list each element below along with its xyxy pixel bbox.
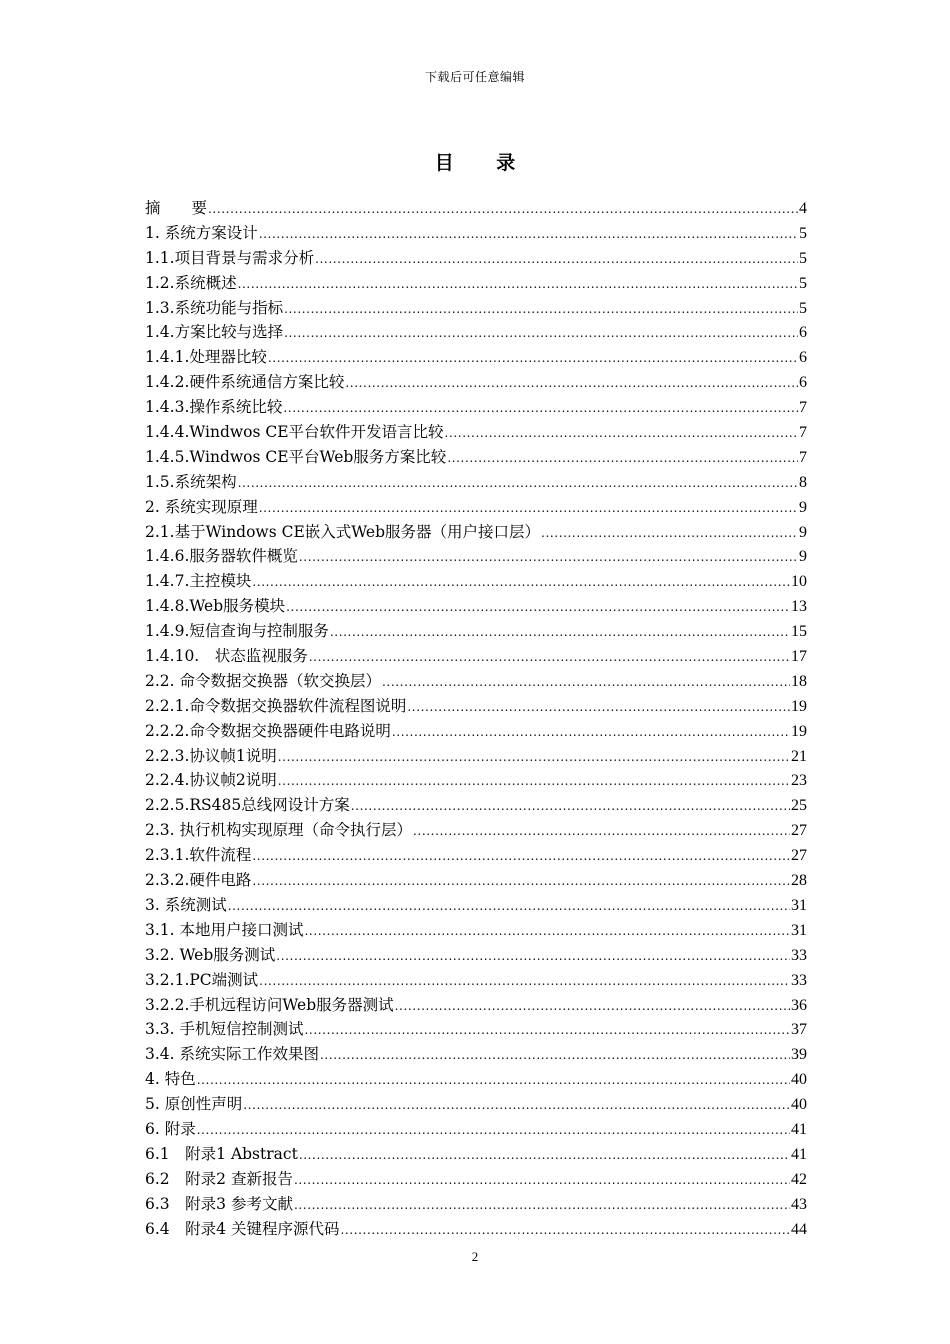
toc-dot-leader bbox=[278, 769, 790, 794]
toc-entry-label: 4. 特色 bbox=[145, 1070, 196, 1089]
toc-entry-page: 6 bbox=[799, 349, 807, 367]
toc-entry-page: 42 bbox=[791, 1170, 807, 1188]
toc-entry-label: 1.4.4.Windwos CE平台软件开发语言比较 bbox=[145, 423, 444, 442]
toc-entry-label: 1.1.项目背景与需求分析 bbox=[145, 248, 315, 267]
toc-entry-label: 2.3. 执行机构实现原理（命令执行层） bbox=[145, 821, 413, 840]
toc-dot-leader bbox=[197, 1118, 790, 1143]
toc-entry-label: 3.3. 手机短信控制测试 bbox=[145, 1020, 304, 1039]
toc-entry[interactable] bbox=[145, 1017, 807, 1042]
toc-entry[interactable] bbox=[145, 221, 807, 246]
toc-dot-leader bbox=[283, 396, 798, 421]
toc-dot-leader bbox=[320, 1043, 790, 1068]
toc-entry[interactable] bbox=[145, 296, 807, 321]
toc-dot-leader bbox=[268, 346, 798, 371]
toc-dot-leader bbox=[299, 545, 798, 570]
toc-entry[interactable] bbox=[145, 1067, 807, 1092]
toc-dot-leader bbox=[259, 496, 798, 521]
toc-dot-leader bbox=[286, 595, 790, 620]
toc-dot-leader bbox=[284, 321, 798, 346]
toc-dot-leader bbox=[330, 620, 790, 645]
toc-entry-page: 36 bbox=[791, 996, 807, 1014]
toc-entry-label: 2.2. 命令数据交换器（软交换层） bbox=[145, 671, 382, 690]
toc-entry-page: 41 bbox=[791, 1145, 807, 1163]
toc-entry-page: 7 bbox=[799, 424, 807, 442]
toc-entry[interactable] bbox=[145, 1167, 807, 1192]
toc-dot-leader bbox=[278, 745, 790, 770]
toc-entry[interactable] bbox=[145, 793, 807, 818]
toc-entry[interactable] bbox=[145, 943, 807, 968]
toc-entry-label: 1.4.1.处理器比较 bbox=[145, 348, 267, 367]
toc-entry[interactable] bbox=[145, 619, 807, 644]
toc-dot-leader bbox=[305, 1018, 790, 1043]
toc-entry[interactable] bbox=[145, 470, 807, 495]
toc-entry-label: 1.4.方案比较与选择 bbox=[145, 323, 284, 342]
toc-dot-leader bbox=[299, 1143, 790, 1168]
toc-entry-label: 1.4.7.主控模块 bbox=[145, 572, 252, 591]
toc-entry-page: 5 bbox=[799, 224, 807, 242]
toc-entry-label: 2.2.5.RS485总线网设计方案 bbox=[145, 796, 350, 815]
toc-entry[interactable] bbox=[145, 744, 807, 769]
toc-entry-label: 1.4.8.Web服务模块 bbox=[145, 597, 286, 616]
toc-dot-leader bbox=[309, 645, 790, 670]
toc-entry[interactable] bbox=[145, 1192, 807, 1217]
toc-entry[interactable] bbox=[145, 918, 807, 943]
toc-entry-page: 40 bbox=[791, 1096, 807, 1114]
toc-entry-page: 44 bbox=[791, 1220, 807, 1238]
toc-entry[interactable] bbox=[145, 1217, 807, 1242]
toc-dot-leader bbox=[276, 944, 790, 969]
toc-entry-page: 40 bbox=[791, 1071, 807, 1089]
toc-entry-page: 39 bbox=[791, 1046, 807, 1064]
toc-entry[interactable] bbox=[145, 644, 807, 669]
toc-entry-page: 5 bbox=[799, 249, 807, 267]
toc-entry-label: 3.2.2.手机远程访问Web服务器测试 bbox=[145, 995, 394, 1014]
toc-entry[interactable] bbox=[145, 768, 807, 793]
toc-dot-leader bbox=[294, 1193, 790, 1218]
toc-entry-label: 1. 系统方案设计 bbox=[145, 223, 258, 242]
toc-dot-leader bbox=[197, 1068, 790, 1093]
toc-dot-leader bbox=[382, 670, 790, 695]
toc-entry-label: 6.2 附录2 查新报告 bbox=[145, 1169, 293, 1188]
toc-entry-page: 9 bbox=[799, 498, 807, 516]
toc-dot-leader bbox=[284, 297, 798, 322]
toc-entry[interactable] bbox=[145, 993, 807, 1018]
toc-dot-leader bbox=[351, 794, 790, 819]
toc-dot-leader bbox=[340, 1218, 790, 1243]
toc-entry-label: 3.2. Web服务测试 bbox=[145, 945, 276, 964]
toc-entry-label: 2.2.1.命令数据交换器软件流程图说明 bbox=[145, 696, 407, 715]
toc-entry-label: 2.3.2.硬件电路 bbox=[145, 871, 252, 890]
toc-entry-label: 3. 系统测试 bbox=[145, 895, 227, 914]
toc-entry[interactable] bbox=[145, 843, 807, 868]
toc-entry-page: 17 bbox=[791, 648, 807, 666]
toc-dot-leader bbox=[259, 222, 798, 247]
toc-entry-page: 4 bbox=[799, 200, 807, 217]
toc-entry-page: 43 bbox=[791, 1195, 807, 1213]
toc-dot-leader bbox=[392, 720, 790, 745]
toc-entry-label: 6.1 附录1 Abstract bbox=[145, 1144, 298, 1163]
toc-entry-label: 1.5.系统架构 bbox=[145, 472, 237, 491]
toc-dot-leader bbox=[407, 695, 790, 720]
toc-dot-leader bbox=[541, 521, 798, 546]
toc-entry-page: 37 bbox=[791, 1021, 807, 1039]
toc-entry-page: 7 bbox=[799, 448, 807, 466]
toc-entry-page: 27 bbox=[791, 822, 807, 840]
toc-entry-label: 5. 原创性声明 bbox=[145, 1095, 243, 1114]
toc-entry-label: 2.1.基于Windows CE嵌入式Web服务器（用户接口层） bbox=[145, 522, 541, 541]
toc-entry-page: 6 bbox=[799, 374, 807, 392]
toc-entry[interactable] bbox=[145, 868, 807, 893]
toc-entry[interactable] bbox=[145, 1117, 807, 1142]
toc-entry-page: 19 bbox=[791, 697, 807, 715]
toc-entry[interactable] bbox=[145, 320, 807, 345]
toc-entry-page: 13 bbox=[791, 598, 807, 616]
toc-entry-page: 27 bbox=[791, 847, 807, 865]
toc-entry[interactable] bbox=[145, 370, 807, 395]
toc-entry-label: 6.3 附录3 参考文献 bbox=[145, 1194, 293, 1213]
toc-dot-leader bbox=[345, 371, 798, 396]
toc-entry[interactable] bbox=[145, 719, 807, 744]
toc-entry-label: 摘 要 bbox=[145, 199, 208, 217]
toc-entry[interactable] bbox=[145, 569, 807, 594]
toc-entry-page: 10 bbox=[791, 573, 807, 591]
toc-entry[interactable] bbox=[145, 1092, 807, 1117]
toc-entry-label: 1.4.3.操作系统比较 bbox=[145, 398, 283, 417]
toc-entry-label: 1.4.5.Windwos CE平台Web服务方案比较 bbox=[145, 447, 447, 466]
toc-dot-leader bbox=[238, 471, 798, 496]
toc-entry-label: 3.1. 本地用户接口测试 bbox=[145, 920, 304, 939]
toc-entry-label: 1.3.系统功能与指标 bbox=[145, 298, 284, 317]
toc-entry[interactable] bbox=[145, 395, 807, 420]
toc-entry-page: 31 bbox=[791, 921, 807, 939]
toc-dot-leader bbox=[243, 1093, 790, 1118]
toc-dot-leader bbox=[252, 570, 790, 595]
toc-entry[interactable] bbox=[145, 495, 807, 520]
toc-dot-leader bbox=[228, 894, 790, 919]
toc-entry[interactable] bbox=[145, 1142, 807, 1167]
toc-entry-page: 21 bbox=[791, 747, 807, 765]
toc-entry[interactable] bbox=[145, 196, 807, 221]
toc-entry-page: 31 bbox=[791, 896, 807, 914]
toc-entry-label: 1.4.10. 状态监视服务 bbox=[145, 647, 308, 666]
toc-title: 目 录 bbox=[434, 152, 516, 174]
toc-entry-page: 33 bbox=[791, 946, 807, 964]
toc-dot-leader bbox=[238, 272, 798, 297]
toc-entry[interactable] bbox=[145, 669, 807, 694]
toc-entry-label: 3.2.1.PC端测试 bbox=[145, 970, 259, 989]
toc-entry-page: 5 bbox=[799, 299, 807, 317]
toc-entry-page: 9 bbox=[799, 523, 807, 541]
toc-entry-page: 9 bbox=[799, 548, 807, 566]
toc-entry-label: 2.2.3.协议帧1说明 bbox=[145, 746, 277, 765]
toc-entry[interactable] bbox=[145, 968, 807, 993]
toc-entry-label: 1.4.6.服务器软件概览 bbox=[145, 547, 298, 566]
toc-dot-leader bbox=[208, 197, 798, 222]
toc-dot-leader bbox=[305, 919, 790, 944]
toc-entry[interactable] bbox=[145, 445, 807, 470]
toc-dot-leader bbox=[447, 446, 798, 471]
toc-entry-label: 6. 附录 bbox=[145, 1119, 196, 1138]
toc-entry[interactable] bbox=[145, 893, 807, 918]
toc-entry[interactable] bbox=[145, 271, 807, 296]
toc-entry-page: 5 bbox=[799, 274, 807, 292]
toc-entry-page: 18 bbox=[791, 672, 807, 690]
table-of-contents bbox=[145, 196, 807, 1241]
toc-dot-leader bbox=[252, 844, 790, 869]
toc-entry-page: 28 bbox=[791, 872, 807, 890]
toc-entry-label: 2.3.1.软件流程 bbox=[145, 846, 252, 865]
toc-entry-page: 8 bbox=[799, 473, 807, 491]
toc-entry-label: 2.2.2.命令数据交换器硬件电路说明 bbox=[145, 721, 391, 740]
toc-entry-page: 41 bbox=[791, 1120, 807, 1138]
toc-entry-page: 15 bbox=[791, 623, 807, 641]
toc-entry[interactable] bbox=[145, 694, 807, 719]
toc-dot-leader bbox=[445, 421, 798, 446]
toc-entry-label: 6.4 附录4 关键程序源代码 bbox=[145, 1219, 340, 1238]
toc-entry-label: 1.4.9.短信查询与控制服务 bbox=[145, 622, 329, 641]
toc-entry[interactable] bbox=[145, 520, 807, 545]
toc-entry[interactable] bbox=[145, 345, 807, 370]
toc-entry[interactable] bbox=[145, 818, 807, 843]
toc-entry[interactable] bbox=[145, 420, 807, 445]
toc-entry[interactable] bbox=[145, 1042, 807, 1067]
toc-dot-leader bbox=[315, 247, 798, 272]
toc-dot-leader bbox=[294, 1168, 790, 1193]
toc-entry-label: 2. 系统实现原理 bbox=[145, 497, 258, 516]
toc-entry[interactable] bbox=[145, 544, 807, 569]
toc-entry-page: 7 bbox=[799, 399, 807, 417]
toc-entry-page: 25 bbox=[791, 797, 807, 815]
toc-entry-label: 1.4.2.硬件系统通信方案比较 bbox=[145, 373, 345, 392]
toc-entry[interactable] bbox=[145, 246, 807, 271]
toc-entry-page: 23 bbox=[791, 772, 807, 790]
toc-dot-leader bbox=[395, 994, 790, 1019]
toc-dot-leader bbox=[413, 819, 790, 844]
toc-entry-page: 6 bbox=[799, 324, 807, 342]
toc-dot-leader bbox=[259, 969, 790, 994]
toc-entry[interactable] bbox=[145, 594, 807, 619]
toc-entry-label: 3.4. 系统实际工作效果图 bbox=[145, 1045, 320, 1064]
toc-entry-page: 33 bbox=[791, 971, 807, 989]
page-number: 2 bbox=[471, 1249, 479, 1264]
toc-entry-label: 2.2.4.协议帧2说明 bbox=[145, 771, 277, 790]
page-header-note: 下载后可任意编辑 bbox=[424, 70, 525, 84]
toc-dot-leader bbox=[252, 869, 790, 894]
toc-entry-page: 19 bbox=[791, 722, 807, 740]
toc-entry-label: 1.2.系统概述 bbox=[145, 273, 237, 292]
